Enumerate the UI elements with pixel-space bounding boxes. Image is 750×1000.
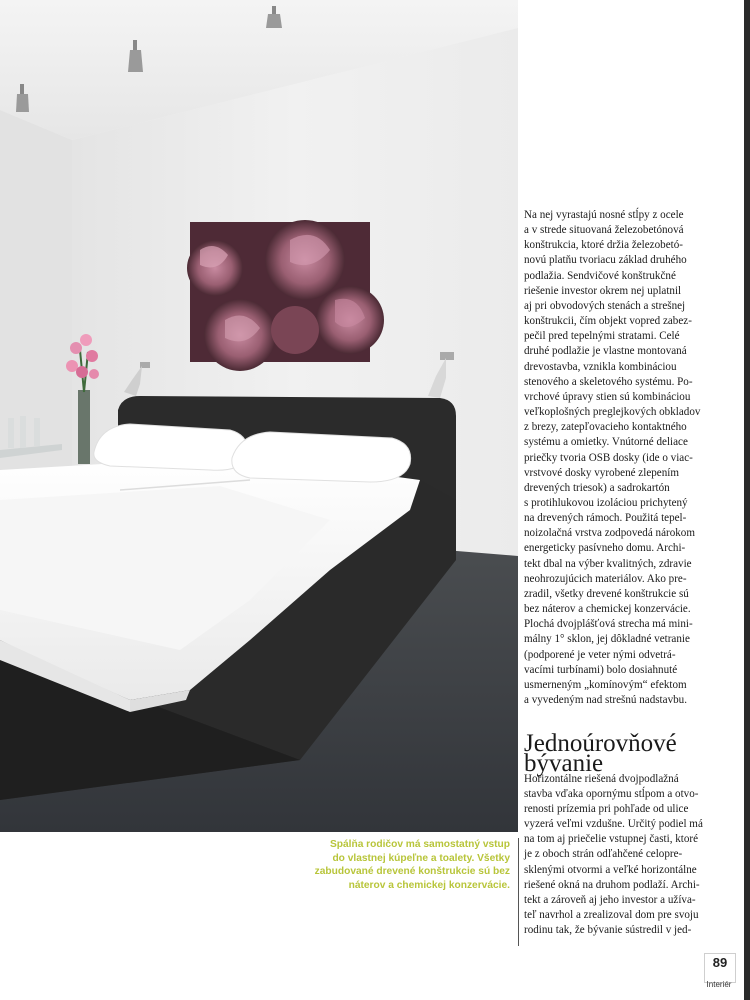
page-edge-bar: [744, 0, 750, 1000]
text-line: vacími turbínami) bolo dosiahnuté: [524, 663, 678, 676]
magazine-name: Interiér: [706, 980, 732, 989]
text-line: bez náterov a chemickej konzervácie.: [524, 603, 691, 616]
text-line: pečil pred tepelnými stratami. Celé: [524, 330, 680, 343]
heading-line-1: Jednoúrovňové: [524, 730, 677, 757]
text-line: rodinu tak, že bývanie sústredil v jed-: [524, 923, 692, 936]
caption-line: Spálňa rodičov má samostatný vstup: [329, 839, 510, 850]
text-line: Horizontálne riešená dvojpodlažná: [524, 773, 679, 785]
column-divider: [518, 838, 519, 946]
heading-line-2: bývanie: [524, 750, 604, 777]
text-line: (podporené je veter nými odvetrá-: [524, 648, 676, 661]
rose-painting: [187, 220, 384, 371]
caption-line: do vlastnej kúpeľne a toalety. Všetky: [332, 852, 510, 864]
text-line: konštrukcia, ktoré držia železobetó-: [524, 239, 683, 252]
text-line: konštrukcii, čím objekt vopred zabez-: [524, 315, 692, 328]
text-line: veľkoplošných preglejkových obkladov: [524, 406, 701, 419]
caption-line: zabudované drevené konštrukcie sú bez: [314, 866, 510, 878]
text-line: tekt dbal na výber kvalitných, zdravie: [524, 557, 692, 570]
article-column-1: [524, 208, 738, 708]
text-line: novú platňu tvoriacu základ druhého: [524, 254, 687, 267]
text-line: vyzerá veľmi vzdušne. Určitý podiel má: [524, 818, 703, 831]
caption-line: náterov a chemickej konzervácie.: [348, 879, 510, 891]
text-line: Plochá dvojplášťová strecha má mini-: [524, 618, 693, 631]
text-line: teľ navrhol a zrealizoval dom pre svoju: [524, 908, 699, 921]
text-line: noizolačná vrstva zodpovedá nárokom: [524, 527, 695, 540]
photo-caption: [292, 838, 510, 892]
text-line: energeticky pasívneho domu. Archi-: [524, 542, 686, 555]
page-number: 89: [704, 953, 736, 983]
text-line: a vyvedeným nad strešnú nadstavbu.: [524, 694, 687, 706]
text-line: druhé podlažie je vlastne montovaná: [524, 345, 687, 358]
text-line: riešené okná na druhom podlaží. Archi-: [524, 878, 700, 891]
text-line: málny 1° sklon, jej dôkladné vetranie: [524, 633, 690, 646]
text-line: tekt a zároveň aj jeho investor a užíva-: [524, 893, 696, 906]
text-line: s protihlukovou izoláciou prichytený: [524, 496, 688, 509]
text-line: drevostavba, vznikla kombináciou: [524, 360, 677, 373]
text-line: na tom aj priečelie vstupnej časti, ktoré: [524, 833, 699, 846]
text-line: na drevených rámoch. Použitá tepel-: [524, 512, 687, 525]
text-line: systému a omietky. Vnútorné deliace: [524, 436, 688, 449]
text-line: drevených triesok) a sadrokartón: [524, 481, 670, 494]
text-line: neohrozujúcich materiálov. Ako pre-: [524, 572, 687, 585]
text-line: aj pri obvodových stenách a strešnej: [524, 299, 686, 312]
text-line: Na nej vyrastajú nosné stĺpy z ocele: [524, 209, 684, 221]
text-line: stavba vďaka opornýmu stĺpom a otvo-: [524, 788, 699, 801]
article-column-2: [524, 772, 738, 938]
text-line: z brezy, zatepľovacieho kontaktného: [524, 421, 687, 434]
text-line: a v strede situovaná železobetónová: [524, 224, 684, 237]
text-line: sklenými otvormi a veľké horizontálne: [524, 863, 697, 876]
text-line: renosti prízemia pri pohľade od ulice: [524, 803, 689, 816]
text-line: usmerneným „komínovým“ efektom: [524, 678, 687, 691]
text-line: priečky tvoria OSB dosky (ide o viac-: [524, 451, 693, 464]
section-heading: [524, 730, 738, 777]
text-line: zradil, všetky drevené konštrukcie sú: [524, 587, 689, 600]
text-line: stenového a skeletového systému. Po-: [524, 375, 693, 388]
text-line: je z oboch strán odľahčené celopre-: [524, 848, 683, 861]
text-line: podlažia. Sendvičové konštrukčné: [524, 269, 676, 282]
text-line: vrchové úpravy stien sú kombináciou: [524, 390, 691, 403]
text-line: vrstvové dosky vyrobené zlepením: [524, 466, 679, 479]
text-line: riešenie investor okrem nej uplatnil: [524, 284, 682, 297]
